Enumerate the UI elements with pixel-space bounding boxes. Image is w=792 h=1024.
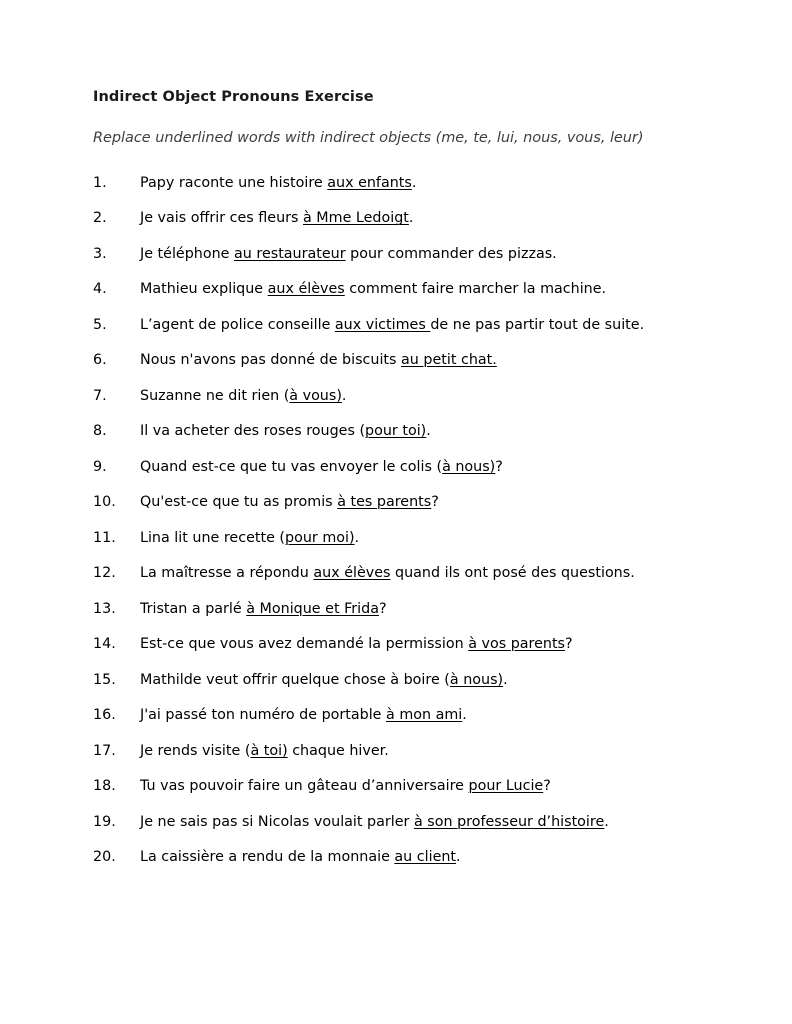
underlined-phrase: à mon ami bbox=[386, 707, 463, 724]
exercise-item bbox=[93, 387, 712, 406]
exercise-item bbox=[93, 493, 712, 512]
exercise-sentence bbox=[140, 848, 712, 867]
sentence-text: ? bbox=[378, 600, 387, 617]
underlined-phrase: aux victimes bbox=[334, 316, 431, 333]
exercise-list bbox=[93, 174, 712, 868]
exercise-number: 8. bbox=[93, 423, 107, 440]
exercise-sentence bbox=[140, 209, 712, 228]
exercise-sentence bbox=[140, 635, 712, 654]
exercise-item bbox=[93, 564, 712, 583]
exercise-item bbox=[93, 351, 712, 370]
sentence-text: ? bbox=[565, 636, 573, 653]
sentence-text: Qu'est-ce que tu as promis bbox=[140, 494, 338, 511]
exercise-sentence bbox=[140, 316, 712, 335]
underlined-phrase: au petit chat. bbox=[401, 352, 497, 369]
exercise-sentence bbox=[140, 564, 712, 583]
sentence-text: Est-ce que vous avez demandé la permission bbox=[140, 636, 469, 653]
sentence-text: Nous n'avons pas donné de biscuits bbox=[140, 352, 402, 369]
sentence-text: L’agent de police conseille bbox=[140, 316, 335, 333]
sentence-text: Je téléphone bbox=[140, 245, 235, 262]
sentence-text: . bbox=[456, 849, 461, 866]
exercise-number: 3. bbox=[93, 245, 107, 262]
sentence-text: . bbox=[503, 671, 508, 688]
sentence-text: Je vais offrir ces fleurs bbox=[140, 210, 303, 227]
exercise-number: 6. bbox=[93, 352, 107, 369]
exercise-number: 9. bbox=[93, 458, 107, 475]
exercise-number: 18. bbox=[93, 778, 116, 795]
exercise-sentence bbox=[140, 351, 712, 370]
sentence-text: Il va acheter des roses rouges ( bbox=[140, 423, 366, 440]
exercise-item bbox=[93, 174, 712, 193]
exercise-number: 7. bbox=[93, 387, 107, 404]
exercise-sentence bbox=[140, 777, 712, 796]
sentence-text: pour commander des pizzas. bbox=[345, 245, 557, 262]
underlined-phrase: pour moi) bbox=[285, 529, 355, 546]
sentence-text: Quand est-ce que tu vas envoyer le colis ( bbox=[140, 458, 443, 475]
sentence-text: ? bbox=[495, 458, 503, 475]
underlined-phrase: à tes parents bbox=[337, 494, 432, 511]
exercise-sentence bbox=[140, 458, 712, 477]
sentence-text: La caissière a rendu de la monnaie bbox=[140, 849, 395, 866]
exercise-sentence bbox=[140, 422, 712, 441]
sentence-text: Lina lit une recette ( bbox=[140, 529, 286, 546]
sentence-text: Mathieu explique bbox=[140, 281, 268, 298]
exercise-item bbox=[93, 813, 712, 832]
sentence-text: de ne pas partir tout de suite. bbox=[430, 316, 645, 333]
sentence-text: ? bbox=[431, 494, 439, 511]
exercise-number: 5. bbox=[93, 316, 107, 333]
underlined-phrase: pour Lucie bbox=[468, 778, 544, 795]
exercise-sentence bbox=[140, 387, 712, 406]
exercise-number: 16. bbox=[93, 707, 116, 724]
exercise-item bbox=[93, 316, 712, 335]
instructions-text: Replace underlined words with indirect objects (me, te, lui, nous, vous, leur) bbox=[93, 130, 644, 147]
underlined-phrase: à nous) bbox=[442, 458, 496, 475]
underlined-phrase: à Monique et Frida bbox=[246, 600, 379, 617]
underlined-phrase: au restaurateur bbox=[234, 245, 346, 262]
sentence-text: Tu vas pouvoir faire un gâteau d’anniversaire bbox=[140, 778, 469, 795]
exercise-number: 17. bbox=[93, 742, 116, 759]
sentence-text: chaque hiver. bbox=[287, 742, 389, 759]
exercise-item bbox=[93, 422, 712, 441]
exercise-number: 19. bbox=[93, 813, 116, 830]
exercise-number: 10. bbox=[93, 494, 116, 511]
sentence-text: comment faire marcher la machine. bbox=[344, 281, 607, 298]
underlined-phrase: à toi) bbox=[250, 742, 288, 759]
exercise-item bbox=[93, 635, 712, 654]
sentence-text: Je rends visite ( bbox=[140, 742, 251, 759]
exercise-item bbox=[93, 245, 712, 264]
sentence-text: . bbox=[341, 387, 347, 404]
exercise-number: 11. bbox=[93, 529, 116, 546]
exercise-item bbox=[93, 458, 712, 477]
underlined-phrase: à vos parents bbox=[468, 636, 566, 653]
exercise-sentence bbox=[140, 529, 712, 548]
exercise-number: 13. bbox=[93, 600, 116, 617]
exercise-number: 4. bbox=[93, 281, 107, 298]
underlined-phrase: au client bbox=[394, 849, 457, 866]
sentence-text: . bbox=[408, 210, 414, 227]
sentence-text: . bbox=[604, 813, 609, 830]
exercise-item bbox=[93, 280, 712, 299]
exercise-sentence bbox=[140, 174, 712, 193]
exercise-number: 14. bbox=[93, 636, 116, 653]
exercise-number: 20. bbox=[93, 849, 116, 866]
exercise-sentence bbox=[140, 671, 712, 690]
sentence-text: quand ils ont posé des questions. bbox=[390, 565, 635, 582]
underlined-phrase: à nous) bbox=[449, 671, 504, 688]
underlined-phrase: aux élèves bbox=[313, 565, 391, 582]
underlined-phrase: à Mme Ledoigt bbox=[303, 210, 409, 227]
underlined-phrase: aux enfants bbox=[327, 174, 412, 191]
sentence-text: J'ai passé ton numéro de portable bbox=[140, 707, 387, 724]
exercise-sentence bbox=[140, 742, 712, 761]
exercise-sentence bbox=[140, 245, 712, 264]
sentence-text: Tristan a parlé bbox=[140, 600, 247, 617]
exercise-sentence bbox=[140, 813, 712, 832]
sentence-text: La maîtresse a répondu bbox=[140, 565, 314, 582]
exercise-item bbox=[93, 671, 712, 690]
underlined-phrase: pour toi) bbox=[365, 423, 427, 440]
exercise-sentence bbox=[140, 280, 712, 299]
exercise-number: 15. bbox=[93, 671, 116, 688]
sentence-text: . bbox=[426, 423, 431, 440]
exercise-number: 12. bbox=[93, 565, 116, 582]
sentence-text: ? bbox=[543, 778, 551, 795]
underlined-phrase: aux élèves bbox=[267, 281, 345, 298]
exercise-number: 1. bbox=[93, 174, 107, 191]
page-title: Indirect Object Pronouns Exercise bbox=[93, 89, 374, 105]
sentence-text: Je ne sais pas si Nicolas voulait parler bbox=[140, 813, 414, 830]
exercise-item bbox=[93, 848, 712, 867]
sentence-text: . bbox=[462, 707, 467, 724]
sentence-text: . bbox=[354, 529, 360, 546]
sentence-text: Mathilde veut offrir quelque chose à boire ( bbox=[140, 671, 450, 688]
exercise-item bbox=[93, 742, 712, 761]
sentence-text: Suzanne ne dit rien ( bbox=[140, 387, 290, 404]
exercise-item bbox=[93, 777, 712, 796]
exercise-item bbox=[93, 706, 712, 725]
exercise-sentence bbox=[140, 493, 712, 512]
sentence-text: Papy raconte une histoire bbox=[140, 174, 328, 191]
underlined-phrase: à son professeur d’histoire bbox=[413, 813, 605, 830]
exercise-number: 2. bbox=[93, 210, 107, 227]
exercise-sentence bbox=[140, 706, 712, 725]
exercise-item bbox=[93, 209, 712, 228]
exercise-sentence bbox=[140, 600, 712, 619]
exercise-item bbox=[93, 600, 712, 619]
sentence-text: . bbox=[411, 174, 417, 191]
exercise-item bbox=[93, 529, 712, 548]
underlined-phrase: à vous) bbox=[289, 387, 342, 404]
